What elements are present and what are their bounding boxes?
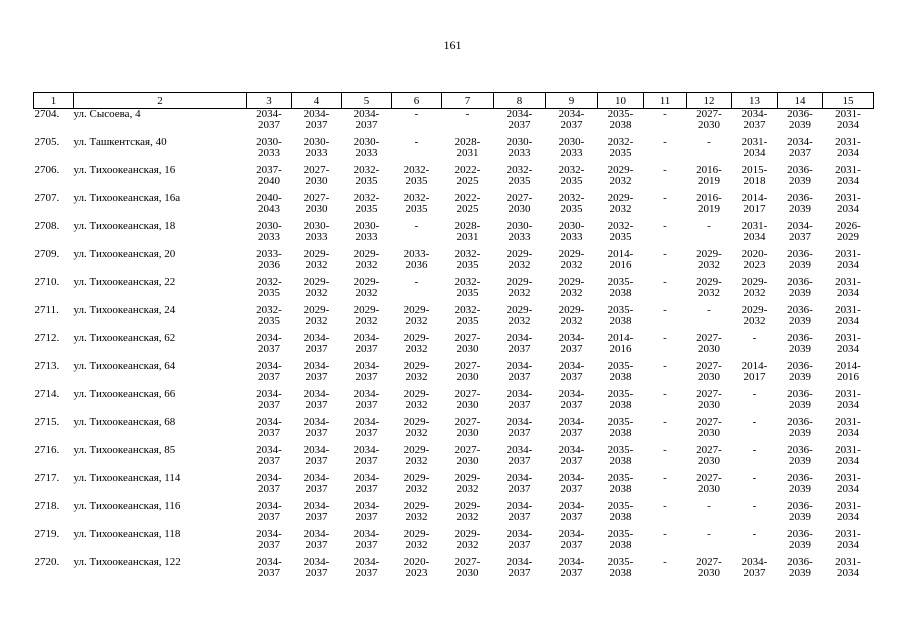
year-range-cell: 2020- 2023 — [741, 248, 768, 271]
address-cell: ул. Тихоокеанская, 24 — [73, 304, 176, 316]
year-range-cell: 2029- 2032 — [403, 332, 430, 355]
row-number: 2711. — [34, 304, 59, 316]
year-range-cell: 2030- 2033 — [353, 136, 380, 159]
year-range-cell: 2032- 2035 — [353, 192, 380, 215]
year-range-cell: - — [663, 332, 667, 344]
year-range-cell: 2029- 2032 — [454, 500, 481, 523]
year-range-cell: 2034- 2037 — [353, 528, 380, 551]
year-range-cell: 2014- 2017 — [741, 192, 768, 215]
year-range-cell: 2035- 2038 — [607, 528, 634, 551]
year-range-cell: 2029- 2032 — [353, 276, 380, 299]
col-header: 4 — [292, 93, 342, 109]
schedule-table — [33, 92, 874, 585]
row-number: 2718. — [34, 500, 60, 512]
year-range-cell: 2016- 2019 — [696, 164, 722, 187]
year-range-cell: - — [663, 444, 667, 456]
year-range-cell: - — [663, 500, 667, 512]
year-range-cell: 2034- 2037 — [353, 416, 380, 439]
table-row — [34, 473, 874, 501]
year-range-cell: 2034- 2037 — [353, 388, 380, 411]
year-range-cell: 2034- 2037 — [558, 416, 585, 439]
year-range-cell: 2032- 2035 — [558, 192, 585, 215]
year-range-cell: - — [414, 136, 419, 148]
year-range-cell: 2034- 2037 — [506, 528, 533, 551]
year-range-cell: - — [707, 304, 711, 316]
col-header: 5 — [342, 93, 392, 109]
year-range-cell: 2034- 2037 — [303, 500, 330, 523]
table-row — [34, 361, 874, 389]
table-row — [34, 417, 874, 445]
year-range-cell: 2031- 2034 — [835, 276, 861, 299]
year-range-cell: 2034- 2037 — [506, 360, 533, 383]
year-range-cell: 2027- 2030 — [696, 108, 722, 131]
year-range-cell: 2034- 2037 — [353, 360, 380, 383]
year-range-cell: 2032- 2035 — [454, 276, 481, 299]
address-cell: ул. Сысоева, 4 — [73, 108, 141, 120]
year-range-cell: 2034- 2037 — [353, 332, 380, 355]
year-range-cell: 2032- 2035 — [256, 276, 282, 299]
year-range-cell: - — [663, 108, 667, 120]
year-range-cell: 2031- 2034 — [835, 192, 861, 215]
year-range-cell: 2027- 2030 — [696, 360, 722, 383]
year-range-cell: 2030- 2033 — [506, 136, 533, 159]
year-range-cell: 2030- 2033 — [303, 136, 330, 159]
year-range-cell: 2034- 2037 — [256, 444, 282, 467]
year-range-cell: 2029- 2032 — [558, 248, 585, 271]
year-range-cell: 2026- 2029 — [835, 220, 861, 243]
year-range-cell: 2027- 2030 — [696, 472, 722, 495]
year-range-cell: 2029- 2032 — [741, 304, 768, 327]
year-range-cell: 2029- 2032 — [454, 528, 481, 551]
year-range-cell: - — [663, 416, 667, 428]
year-range-cell: 2029- 2032 — [403, 360, 430, 383]
year-range-cell: 2029- 2032 — [607, 192, 634, 215]
year-range-cell: 2036- 2039 — [787, 276, 813, 299]
col-header: 12 — [687, 93, 732, 109]
year-range-cell: 2034- 2037 — [506, 108, 533, 131]
table-body — [34, 109, 874, 586]
address-cell: ул. Тихоокеанская, 118 — [73, 528, 181, 540]
year-range-cell: 2031- 2034 — [741, 136, 768, 159]
year-range-cell: 2034- 2037 — [506, 444, 533, 467]
address-cell: ул. Тихоокеанская, 114 — [73, 472, 181, 484]
row-number: 2719. — [34, 528, 60, 540]
year-range-cell: 2034- 2037 — [506, 472, 533, 495]
row-number: 2708. — [34, 220, 60, 232]
year-range-cell: 2031- 2034 — [835, 332, 861, 355]
year-range-cell: 2032- 2035 — [454, 304, 481, 327]
year-range-cell: 2027- 2030 — [303, 164, 330, 187]
year-range-cell: 2031- 2034 — [835, 472, 861, 495]
year-range-cell: - — [663, 220, 667, 232]
year-range-cell: 2032- 2035 — [403, 192, 430, 215]
row-number: 2707. — [34, 192, 60, 204]
year-range-cell: 2034- 2037 — [303, 444, 330, 467]
col-header: 11 — [644, 93, 687, 109]
year-range-cell: - — [752, 332, 757, 344]
year-range-cell: 2014- 2016 — [607, 248, 634, 271]
year-range-cell: 2029- 2032 — [741, 276, 768, 299]
year-range-cell: 2034- 2037 — [558, 500, 585, 523]
col-header: 15 — [823, 93, 874, 109]
address-cell: ул. Тихоокеанская, 68 — [73, 416, 176, 428]
year-range-cell: 2014- 2017 — [741, 360, 768, 383]
year-range-cell: 2029- 2032 — [353, 304, 380, 327]
year-range-cell: 2034- 2037 — [558, 556, 585, 579]
table-row — [34, 277, 874, 305]
year-range-cell: - — [663, 248, 667, 260]
year-range-cell: 2034- 2037 — [558, 472, 585, 495]
year-range-cell: 2034- 2037 — [558, 528, 585, 551]
year-range-cell: 2029- 2032 — [506, 276, 533, 299]
year-range-cell: - — [663, 136, 667, 148]
year-range-cell: 2027- 2030 — [696, 332, 722, 355]
row-number: 2714. — [34, 388, 60, 400]
year-range-cell: - — [752, 416, 757, 428]
year-range-cell: 2034- 2037 — [256, 108, 282, 131]
table-row — [34, 193, 874, 221]
col-header: 13 — [732, 93, 778, 109]
col-header: 1 — [34, 93, 74, 109]
year-range-cell: - — [663, 388, 667, 400]
year-range-cell: 2027- 2030 — [696, 416, 722, 439]
year-range-cell: 2035- 2038 — [607, 472, 634, 495]
year-range-cell: 2032- 2035 — [454, 248, 481, 271]
year-range-cell: 2034- 2037 — [303, 528, 330, 551]
col-header: 10 — [598, 93, 644, 109]
year-range-cell: 2034- 2037 — [353, 472, 380, 495]
year-range-cell: 2027- 2030 — [506, 192, 533, 215]
year-range-cell: 2036- 2039 — [787, 164, 813, 187]
year-range-cell: 2034- 2037 — [558, 360, 585, 383]
year-range-cell: 2040- 2043 — [256, 192, 282, 215]
year-range-cell: 2034- 2037 — [506, 416, 533, 439]
year-range-cell: 2029- 2032 — [558, 304, 585, 327]
year-range-cell: 2031- 2034 — [741, 220, 768, 243]
year-range-cell: 2034- 2037 — [303, 108, 330, 131]
year-range-cell: - — [465, 108, 470, 120]
year-range-cell: 2034- 2037 — [303, 472, 330, 495]
year-range-cell: - — [663, 164, 667, 176]
address-cell: ул. Тихоокеанская, 85 — [73, 444, 176, 456]
row-number: 2709. — [34, 248, 60, 260]
year-range-cell: - — [663, 472, 667, 484]
year-range-cell: 2016- 2019 — [696, 192, 722, 215]
year-range-cell: 2027- 2030 — [454, 556, 481, 579]
row-number: 2710. — [34, 276, 60, 288]
year-range-cell: 2035- 2038 — [607, 416, 634, 439]
year-range-cell: 2034- 2037 — [558, 388, 585, 411]
year-range-cell: 2029- 2032 — [403, 304, 430, 327]
year-range-cell: 2034- 2037 — [353, 444, 380, 467]
year-range-cell: 2034- 2037 — [506, 556, 533, 579]
table-row — [34, 165, 874, 193]
year-range-cell: 2034- 2037 — [256, 472, 282, 495]
year-range-cell: 2033- 2036 — [403, 248, 430, 271]
year-range-cell: 2035- 2038 — [607, 108, 634, 131]
year-range-cell: 2034- 2037 — [256, 528, 282, 551]
year-range-cell: 2027- 2030 — [454, 416, 481, 439]
year-range-cell: 2029- 2032 — [506, 304, 533, 327]
year-range-cell: 2029- 2032 — [403, 444, 430, 467]
year-range-cell: 2036- 2039 — [787, 472, 813, 495]
table-row — [34, 557, 874, 585]
year-range-cell: 2031- 2034 — [835, 556, 861, 579]
year-range-cell: 2030- 2033 — [353, 220, 380, 243]
year-range-cell: 2029- 2032 — [403, 500, 430, 523]
address-cell: ул. Ташкентская, 40 — [73, 136, 167, 148]
year-range-cell: 2032- 2035 — [607, 136, 634, 159]
year-range-cell: - — [752, 444, 757, 456]
address-cell: ул. Тихоокеанская, 22 — [73, 276, 176, 288]
year-range-cell: 2034- 2037 — [558, 108, 585, 131]
year-range-cell: - — [707, 220, 711, 232]
year-range-cell: - — [707, 500, 711, 512]
year-range-cell: 2034- 2037 — [741, 108, 768, 131]
year-range-cell: - — [707, 136, 711, 148]
col-header: 8 — [494, 93, 546, 109]
year-range-cell: 2034- 2037 — [256, 388, 282, 411]
year-range-cell: 2030- 2033 — [558, 136, 585, 159]
year-range-cell: 2031- 2034 — [835, 416, 861, 439]
row-number: 2705. — [34, 136, 60, 148]
year-range-cell: 2036- 2039 — [787, 416, 813, 439]
year-range-cell: 2029- 2032 — [303, 248, 330, 271]
year-range-cell: 2034- 2037 — [353, 500, 380, 523]
table-row — [34, 445, 874, 473]
year-range-cell: 2031- 2034 — [835, 444, 861, 467]
year-range-cell: 2031- 2034 — [835, 304, 861, 327]
year-range-cell: 2015- 2018 — [741, 164, 768, 187]
col-header: 2 — [74, 93, 247, 109]
year-range-cell: 2036- 2039 — [787, 556, 813, 579]
year-range-cell: 2027- 2030 — [454, 388, 481, 411]
year-range-cell: 2029- 2032 — [403, 388, 430, 411]
year-range-cell: 2031- 2034 — [835, 108, 861, 131]
year-range-cell: 2034- 2037 — [787, 136, 813, 159]
year-range-cell: - — [663, 192, 667, 204]
year-range-cell: 2029- 2032 — [303, 276, 330, 299]
year-range-cell: 2031- 2034 — [835, 500, 861, 523]
col-header: 7 — [442, 93, 494, 109]
year-range-cell: 2028- 2031 — [454, 220, 481, 243]
year-range-cell: 2033- 2036 — [256, 248, 282, 271]
year-range-cell: - — [752, 500, 757, 512]
year-range-cell: 2032- 2035 — [607, 220, 634, 243]
year-range-cell: 2036- 2039 — [787, 108, 813, 131]
table-row — [34, 221, 874, 249]
year-range-cell: 2034- 2037 — [303, 388, 330, 411]
year-range-cell: 2031- 2034 — [835, 164, 861, 187]
year-range-cell: 2034- 2037 — [558, 444, 585, 467]
page-number: 161 — [443, 38, 462, 52]
header-row — [34, 93, 874, 109]
year-range-cell: 2029- 2032 — [353, 248, 380, 271]
year-range-cell: 2027- 2030 — [454, 332, 481, 355]
year-range-cell: 2034- 2037 — [303, 416, 330, 439]
year-range-cell: 2029- 2032 — [506, 248, 533, 271]
year-range-cell: - — [414, 108, 419, 120]
year-range-cell: - — [663, 304, 667, 316]
address-cell: ул. Тихоокеанская, 18 — [73, 220, 176, 232]
year-range-cell: - — [414, 220, 419, 232]
row-number: 2704. — [34, 108, 60, 120]
year-range-cell: 2029- 2032 — [454, 472, 481, 495]
address-cell: ул. Тихоокеанская, 64 — [73, 360, 176, 372]
year-range-cell: 2029- 2032 — [403, 528, 430, 551]
year-range-cell: 2030- 2033 — [256, 220, 282, 243]
year-range-cell: 2034- 2037 — [506, 388, 533, 411]
year-range-cell: 2036- 2039 — [787, 304, 813, 327]
year-range-cell: 2030- 2033 — [558, 220, 585, 243]
col-header: 14 — [778, 93, 823, 109]
year-range-cell: 2027- 2030 — [454, 444, 481, 467]
year-range-cell: 2035- 2038 — [607, 360, 634, 383]
year-range-cell: 2034- 2037 — [256, 500, 282, 523]
year-range-cell: 2027- 2030 — [696, 388, 722, 411]
year-range-cell: 2027- 2030 — [454, 360, 481, 383]
row-number: 2713. — [34, 360, 60, 372]
year-range-cell: 2035- 2038 — [607, 276, 634, 299]
address-cell: ул. Тихоокеанская, 62 — [73, 332, 176, 344]
year-range-cell: 2031- 2034 — [835, 136, 861, 159]
table-row — [34, 109, 874, 138]
row-number: 2706. — [34, 164, 60, 176]
year-range-cell: 2029- 2032 — [696, 248, 722, 271]
year-range-cell: - — [663, 360, 667, 372]
row-number: 2712. — [34, 332, 60, 344]
year-range-cell: - — [663, 276, 667, 288]
year-range-cell: 2035- 2038 — [607, 556, 634, 579]
table-row — [34, 333, 874, 361]
year-range-cell: 2034- 2037 — [303, 360, 330, 383]
year-range-cell: 2034- 2037 — [741, 556, 768, 579]
year-range-cell: 2037- 2040 — [256, 164, 282, 187]
year-range-cell: 2036- 2039 — [787, 500, 813, 523]
year-range-cell: 2029- 2032 — [558, 276, 585, 299]
year-range-cell: 2030- 2033 — [256, 136, 282, 159]
row-number: 2715. — [34, 416, 60, 428]
year-range-cell: 2032- 2035 — [506, 164, 533, 187]
year-range-cell: 2034- 2037 — [256, 416, 282, 439]
address-cell: ул. Тихоокеанская, 66 — [73, 388, 176, 400]
year-range-cell: 2030- 2033 — [506, 220, 533, 243]
year-range-cell: 2022- 2025 — [454, 192, 481, 215]
year-range-cell: 2031- 2034 — [835, 528, 861, 551]
year-range-cell: 2029- 2032 — [607, 164, 634, 187]
table-row — [34, 249, 874, 277]
col-header: 3 — [247, 93, 292, 109]
year-range-cell: - — [663, 528, 667, 540]
year-range-cell: 2029- 2032 — [303, 304, 330, 327]
col-header: 6 — [392, 93, 442, 109]
year-range-cell: 2031- 2034 — [835, 248, 861, 271]
year-range-cell: 2035- 2038 — [607, 388, 634, 411]
year-range-cell: 2034- 2037 — [506, 332, 533, 355]
year-range-cell: 2032- 2035 — [353, 164, 380, 187]
row-number: 2720. — [34, 556, 60, 568]
table-row — [34, 389, 874, 417]
address-cell: ул. Тихоокеанская, 16 — [73, 164, 176, 176]
year-range-cell: 2035- 2038 — [607, 444, 634, 467]
year-range-cell: 2027- 2030 — [303, 192, 330, 215]
year-range-cell: 2014- 2016 — [607, 332, 634, 355]
year-range-cell: 2029- 2032 — [403, 416, 430, 439]
year-range-cell: 2036- 2039 — [787, 360, 813, 383]
col-header: 9 — [546, 93, 598, 109]
year-range-cell: 2034- 2037 — [787, 220, 813, 243]
year-range-cell: 2036- 2039 — [787, 248, 813, 271]
year-range-cell: 2036- 2039 — [787, 388, 813, 411]
year-range-cell: 2027- 2030 — [696, 556, 722, 579]
year-range-cell: 2034- 2037 — [353, 108, 380, 131]
year-range-cell: 2034- 2037 — [353, 556, 380, 579]
year-range-cell: 2036- 2039 — [787, 444, 813, 467]
year-range-cell: 2029- 2032 — [696, 276, 722, 299]
year-range-cell: 2032- 2035 — [256, 304, 282, 327]
year-range-cell: 2030- 2033 — [303, 220, 330, 243]
row-number: 2716. — [34, 444, 60, 456]
year-range-cell: 2032- 2035 — [403, 164, 430, 187]
year-range-cell: 2022- 2025 — [454, 164, 481, 187]
year-range-cell: 2035- 2038 — [607, 500, 634, 523]
year-range-cell: - — [752, 388, 757, 400]
year-range-cell: - — [752, 472, 757, 484]
year-range-cell: 2031- 2034 — [835, 388, 861, 411]
year-range-cell: - — [752, 528, 757, 540]
year-range-cell: 2029- 2032 — [403, 472, 430, 495]
year-range-cell: 2036- 2039 — [787, 192, 813, 215]
table-row — [34, 305, 874, 333]
year-range-cell: 2028- 2031 — [454, 136, 481, 159]
year-range-cell: 2035- 2038 — [607, 304, 634, 327]
address-cell: ул. Тихоокеанская, 116 — [73, 500, 181, 512]
year-range-cell: 2036- 2039 — [787, 528, 813, 551]
year-range-cell: 2036- 2039 — [787, 332, 813, 355]
year-range-cell: - — [707, 528, 711, 540]
year-range-cell: 2034- 2037 — [303, 556, 330, 579]
table-row — [34, 501, 874, 529]
year-range-cell: 2020- 2023 — [403, 556, 430, 579]
year-range-cell: 2034- 2037 — [256, 332, 282, 355]
year-range-cell: - — [414, 276, 419, 288]
table-row — [34, 529, 874, 557]
year-range-cell: 2034- 2037 — [256, 556, 282, 579]
year-range-cell: 2014- 2016 — [835, 360, 861, 383]
address-cell: ул. Тихоокеанская, 122 — [73, 556, 181, 568]
table-row — [34, 137, 874, 165]
year-range-cell: 2032- 2035 — [558, 164, 585, 187]
year-range-cell: - — [663, 556, 667, 568]
year-range-cell: 2034- 2037 — [558, 332, 585, 355]
address-cell: ул. Тихоокеанская, 20 — [73, 248, 176, 260]
year-range-cell: 2034- 2037 — [506, 500, 533, 523]
year-range-cell: 2034- 2037 — [256, 360, 282, 383]
year-range-cell: 2034- 2037 — [303, 332, 330, 355]
year-range-cell: 2027- 2030 — [696, 444, 722, 467]
address-cell: ул. Тихоокеанская, 16а — [73, 192, 181, 204]
row-number: 2717. — [34, 472, 60, 484]
